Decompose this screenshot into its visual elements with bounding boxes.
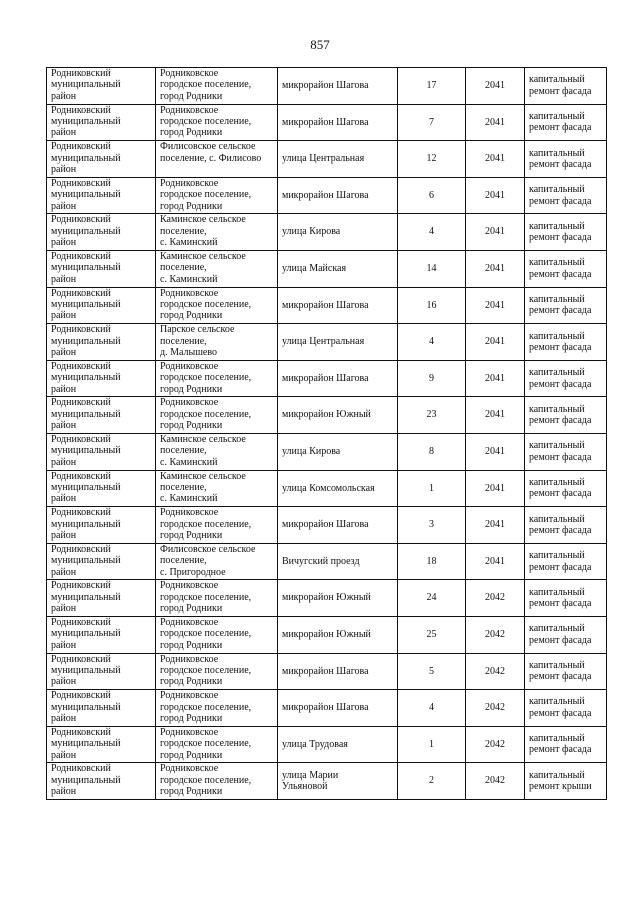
- work-type-cell: [525, 763, 607, 800]
- street-cell-text: улица Кирова: [282, 226, 341, 238]
- year-cell: [466, 433, 525, 470]
- street-cell: [278, 470, 398, 507]
- settlement-cell-text: Родниковское городское поселение, город Родники: [160, 726, 252, 761]
- settlement-cell-text: Филисовское сельское поселение, с. Пригородное: [160, 543, 256, 578]
- year-cell: [466, 580, 525, 617]
- house-number-cell-text: 2: [429, 775, 434, 787]
- street-cell-text: микрорайон Южный: [282, 592, 371, 604]
- year-cell-text: 2042: [485, 775, 505, 787]
- district-cell: [47, 214, 156, 251]
- settlement-cell-text: Родниковское городское поселение, город Родники: [160, 616, 252, 651]
- table-row: [47, 653, 607, 690]
- street-cell-text: улица Трудовая: [282, 738, 348, 750]
- house-number-cell: [398, 507, 466, 544]
- year-cell-text: 2042: [485, 592, 505, 604]
- year-cell: [466, 616, 525, 653]
- district-cell-text: Родниковский муниципальный район: [51, 763, 121, 798]
- district-cell: [47, 616, 156, 653]
- house-number-cell: [398, 397, 466, 434]
- district-cell: [47, 250, 156, 287]
- settlement-cell-text: Филисовское сельское поселение, с. Филисово: [160, 141, 262, 164]
- table-row: [47, 214, 607, 251]
- work-type-cell: [525, 68, 607, 105]
- settlement-cell: [156, 763, 278, 800]
- street-cell-text: Вичугский проезд: [282, 555, 360, 567]
- district-cell-text: Родниковский муниципальный район: [51, 616, 121, 651]
- district-cell-text: Родниковский муниципальный район: [51, 214, 121, 249]
- settlement-cell-text: Родниковское городское поселение, город Родники: [160, 763, 252, 798]
- district-cell-text: Родниковский муниципальный район: [51, 177, 121, 212]
- table-row: [47, 287, 607, 324]
- repair-schedule-table: [46, 67, 607, 800]
- house-number-cell-text: 4: [429, 336, 434, 348]
- year-cell-text: 2042: [485, 629, 505, 640]
- district-cell: [47, 104, 156, 141]
- house-number-cell-text: 3: [429, 519, 434, 531]
- district-cell: [47, 580, 156, 617]
- street-cell: [278, 690, 398, 727]
- district-cell: [47, 690, 156, 727]
- settlement-cell-text: Каминское сельское поселение, с. Каминский: [160, 470, 246, 505]
- house-number-cell: [398, 470, 466, 507]
- year-cell: [466, 324, 525, 361]
- year-cell-text: 2041: [485, 555, 505, 567]
- work-type-cell-text: капитальный ремонт фасада: [529, 733, 592, 756]
- work-type-cell-text: капитальный ремонт фасада: [529, 476, 592, 500]
- district-cell-text: Родниковский муниципальный район: [51, 726, 121, 761]
- work-type-cell: [525, 653, 607, 690]
- year-cell: [466, 104, 525, 141]
- settlement-cell: [156, 397, 278, 434]
- house-number-cell: [398, 287, 466, 324]
- house-number-cell: [398, 580, 466, 617]
- district-cell: [47, 653, 156, 690]
- street-cell: [278, 507, 398, 544]
- house-number-cell: [398, 763, 466, 800]
- street-cell-text: улица Марии Ульяновой: [282, 769, 339, 793]
- house-number-cell: [398, 104, 466, 141]
- house-number-cell-text: 17: [426, 80, 437, 92]
- settlement-cell: [156, 104, 278, 141]
- district-cell-text: Родниковский муниципальный район: [51, 250, 121, 285]
- table-row: [47, 397, 607, 434]
- district-cell-text: Родниковский муниципальный район: [51, 690, 121, 724]
- work-type-cell: [525, 543, 607, 580]
- settlement-cell: [156, 726, 278, 763]
- year-cell-text: 2041: [485, 226, 505, 238]
- settlement-cell: [156, 690, 278, 727]
- year-cell: [466, 287, 525, 324]
- street-cell: [278, 616, 398, 653]
- district-cell: [47, 68, 156, 105]
- house-number-cell-text: 4: [429, 702, 434, 714]
- district-cell: [47, 726, 156, 763]
- table-body: [47, 68, 607, 800]
- house-number-cell-text: 1: [429, 738, 434, 750]
- work-type-cell: [525, 214, 607, 251]
- settlement-cell-text: Парское сельское поселение, д. Малышево: [160, 324, 235, 358]
- work-type-cell: [525, 360, 607, 397]
- street-cell-text: микрорайон Шагова: [282, 702, 369, 714]
- street-cell: [278, 726, 398, 763]
- work-type-cell-text: капитальный ремонт фасада: [529, 110, 592, 134]
- year-cell-text: 2041: [485, 336, 505, 348]
- year-cell-text: 2041: [485, 153, 505, 165]
- house-number-cell-text: 24: [426, 592, 437, 604]
- district-cell-text: Родниковский муниципальный район: [51, 433, 121, 468]
- house-number-cell-text: 6: [429, 189, 434, 201]
- work-type-cell: [525, 324, 607, 361]
- district-cell-text: Родниковский муниципальный район: [51, 104, 121, 139]
- settlement-cell: [156, 324, 278, 361]
- house-number-cell-text: 25: [426, 629, 437, 640]
- year-cell-text: 2041: [485, 263, 505, 275]
- house-number-cell: [398, 543, 466, 580]
- house-number-cell-text: 18: [426, 555, 437, 567]
- settlement-cell: [156, 287, 278, 324]
- table-row: [47, 763, 607, 800]
- work-type-cell: [525, 141, 607, 178]
- district-cell-text: Родниковский муниципальный район: [51, 507, 121, 541]
- street-cell: [278, 763, 398, 800]
- street-cell: [278, 653, 398, 690]
- year-cell: [466, 214, 525, 251]
- work-type-cell: [525, 250, 607, 287]
- district-cell-text: Родниковский муниципальный район: [51, 543, 121, 578]
- work-type-cell: [525, 507, 607, 544]
- table-row: [47, 324, 607, 361]
- street-cell-text: улица Центральная: [282, 336, 365, 348]
- year-cell: [466, 690, 525, 727]
- settlement-cell: [156, 470, 278, 507]
- work-type-cell-text: капитальный ремонт фасада: [529, 550, 592, 573]
- street-cell-text: микрорайон Южный: [282, 409, 371, 421]
- street-cell: [278, 360, 398, 397]
- settlement-cell: [156, 250, 278, 287]
- house-number-cell: [398, 433, 466, 470]
- work-type-cell-text: капитальный ремонт фасада: [529, 257, 592, 280]
- street-cell-text: микрорайон Шагова: [282, 519, 369, 531]
- table-row: [47, 250, 607, 287]
- house-number-cell-text: 1: [429, 482, 434, 494]
- street-cell: [278, 177, 398, 214]
- street-cell: [278, 433, 398, 470]
- work-type-cell-text: капитальный ремонт фасада: [529, 293, 592, 317]
- work-type-cell-text: капитальный ремонт крыши: [529, 769, 592, 793]
- table-row: [47, 507, 607, 544]
- street-cell-text: улица Кирова: [282, 446, 341, 458]
- house-number-cell: [398, 214, 466, 251]
- house-number-cell-text: 4: [429, 226, 434, 238]
- year-cell-text: 2041: [485, 299, 505, 311]
- work-type-cell: [525, 690, 607, 727]
- district-cell: [47, 470, 156, 507]
- settlement-cell-text: Родниковское городское поселение, город Родники: [160, 68, 252, 102]
- street-cell: [278, 141, 398, 178]
- street-cell: [278, 580, 398, 617]
- street-cell-text: улица Комсомольская: [282, 482, 375, 494]
- year-cell-text: 2041: [485, 80, 505, 92]
- district-cell: [47, 177, 156, 214]
- year-cell: [466, 397, 525, 434]
- house-number-cell: [398, 250, 466, 287]
- house-number-cell: [398, 726, 466, 763]
- street-cell-text: микрорайон Шагова: [282, 80, 369, 92]
- year-cell-text: 2041: [485, 446, 505, 458]
- work-type-cell: [525, 433, 607, 470]
- district-cell-text: Родниковский муниципальный район: [51, 360, 121, 395]
- year-cell-text: 2042: [485, 702, 505, 714]
- district-cell-text: Родниковский муниципальный район: [51, 324, 121, 358]
- district-cell: [47, 433, 156, 470]
- house-number-cell: [398, 177, 466, 214]
- settlement-cell: [156, 653, 278, 690]
- street-cell-text: микрорайон Южный: [282, 629, 371, 640]
- work-type-cell-text: капитальный ремонт фасада: [529, 659, 592, 683]
- district-cell-text: Родниковский муниципальный район: [51, 653, 121, 688]
- table-row: [47, 580, 607, 617]
- year-cell: [466, 470, 525, 507]
- street-cell-text: микрорайон Шагова: [282, 189, 369, 201]
- settlement-cell-text: Родниковское городское поселение, город Родники: [160, 397, 252, 432]
- settlement-cell: [156, 214, 278, 251]
- street-cell: [278, 543, 398, 580]
- street-cell-text: микрорайон Шагова: [282, 665, 369, 677]
- settlement-cell: [156, 177, 278, 214]
- district-cell: [47, 287, 156, 324]
- house-number-cell: [398, 690, 466, 727]
- settlement-cell-text: Родниковское городское поселение, город Родники: [160, 177, 252, 212]
- work-type-cell-text: капитальный ремонт фасада: [529, 74, 592, 97]
- year-cell: [466, 141, 525, 178]
- street-cell-text: улица Центральная: [282, 153, 365, 165]
- work-type-cell: [525, 177, 607, 214]
- house-number-cell-text: 8: [429, 446, 434, 458]
- year-cell: [466, 763, 525, 800]
- work-type-cell-text: капитальный ремонт фасада: [529, 586, 592, 610]
- street-cell: [278, 68, 398, 105]
- table-row: [47, 104, 607, 141]
- settlement-cell-text: Родниковское городское поселение, город Родники: [160, 104, 252, 139]
- settlement-cell: [156, 433, 278, 470]
- work-type-cell-text: капитальный ремонт фасада: [529, 440, 592, 463]
- street-cell-text: микрорайон Шагова: [282, 116, 369, 128]
- table-row: [47, 690, 607, 727]
- street-cell: [278, 287, 398, 324]
- district-cell-text: Родниковский муниципальный район: [51, 68, 121, 102]
- street-cell: [278, 214, 398, 251]
- house-number-cell-text: 9: [429, 372, 434, 384]
- year-cell: [466, 68, 525, 105]
- settlement-cell-text: Родниковское городское поселение, город Родники: [160, 360, 252, 395]
- page-number: 857: [310, 37, 330, 52]
- house-number-cell: [398, 360, 466, 397]
- work-type-cell: [525, 287, 607, 324]
- work-type-cell: [525, 104, 607, 141]
- house-number-cell: [398, 141, 466, 178]
- district-cell: [47, 141, 156, 178]
- year-cell-text: 2041: [485, 372, 505, 384]
- settlement-cell-text: Родниковское городское поселение, город Родники: [160, 507, 252, 541]
- table-row: [47, 68, 607, 105]
- year-cell-text: 2041: [485, 116, 505, 128]
- year-cell: [466, 653, 525, 690]
- work-type-cell-text: капитальный ремонт фасада: [529, 696, 592, 719]
- district-cell: [47, 763, 156, 800]
- year-cell: [466, 507, 525, 544]
- district-cell-text: Родниковский муниципальный район: [51, 287, 121, 322]
- table-row: [47, 141, 607, 178]
- work-type-cell-text: капитальный ремонт фасада: [529, 513, 592, 536]
- house-number-cell-text: 14: [426, 263, 437, 275]
- year-cell-text: 2041: [485, 519, 505, 531]
- settlement-cell: [156, 360, 278, 397]
- street-cell: [278, 397, 398, 434]
- table-row: [47, 177, 607, 214]
- year-cell: [466, 250, 525, 287]
- settlement-cell-text: Родниковское городское поселение, город Родники: [160, 287, 252, 322]
- house-number-cell-text: 23: [426, 409, 437, 421]
- settlement-cell: [156, 141, 278, 178]
- year-cell-text: 2041: [485, 482, 505, 494]
- settlement-cell-text: Каминское сельское поселение, с. Каминский: [160, 214, 246, 249]
- work-type-cell-text: капитальный ремонт фасада: [529, 147, 592, 170]
- settlement-cell-text: Родниковское городское поселение, город Родники: [160, 653, 252, 688]
- street-cell-text: микрорайон Шагова: [282, 299, 369, 311]
- work-type-cell-text: капитальный ремонт фасада: [529, 220, 592, 244]
- settlement-cell-text: Каминское сельское поселение, с. Каминский: [160, 433, 246, 468]
- district-cell-text: Родниковский муниципальный район: [51, 470, 121, 505]
- work-type-cell-text: капитальный ремонт фасада: [529, 403, 592, 427]
- district-cell-text: Родниковский муниципальный район: [51, 580, 121, 615]
- district-cell-text: Родниковский муниципальный район: [51, 141, 121, 175]
- street-cell-text: микрорайон Шагова: [282, 372, 369, 384]
- year-cell-text: 2041: [485, 189, 505, 201]
- work-type-cell: [525, 397, 607, 434]
- work-type-cell-text: капитальный ремонт фасада: [529, 367, 592, 390]
- house-number-cell: [398, 616, 466, 653]
- settlement-cell: [156, 507, 278, 544]
- street-cell: [278, 104, 398, 141]
- street-cell: [278, 324, 398, 361]
- table-row: [47, 726, 607, 763]
- work-type-cell-text: капитальный ремонт фасада: [529, 184, 592, 207]
- house-number-cell-text: 7: [429, 116, 434, 128]
- street-cell: [278, 250, 398, 287]
- district-cell: [47, 397, 156, 434]
- settlement-cell: [156, 580, 278, 617]
- settlement-cell-text: Каминское сельское поселение, с. Каминский: [160, 250, 246, 285]
- settlement-cell: [156, 616, 278, 653]
- year-cell: [466, 726, 525, 763]
- work-type-cell: [525, 580, 607, 617]
- house-number-cell-text: 16: [426, 299, 437, 311]
- district-cell: [47, 360, 156, 397]
- house-number-cell-text: 5: [429, 665, 434, 677]
- settlement-cell: [156, 68, 278, 105]
- street-cell-text: улица Майская: [282, 263, 347, 275]
- year-cell-text: 2042: [485, 665, 505, 677]
- settlement-cell-text: Родниковское городское поселение, город Родники: [160, 580, 252, 615]
- year-cell: [466, 543, 525, 580]
- table-row: [47, 360, 607, 397]
- year-cell-text: 2042: [485, 738, 505, 750]
- settlement-cell-text: Родниковское городское поселение, город Родники: [160, 690, 252, 724]
- district-cell: [47, 543, 156, 580]
- year-cell: [466, 360, 525, 397]
- year-cell: [466, 177, 525, 214]
- house-number-cell: [398, 324, 466, 361]
- work-type-cell: [525, 616, 607, 653]
- house-number-cell: [398, 68, 466, 105]
- work-type-cell: [525, 726, 607, 763]
- work-type-cell: [525, 470, 607, 507]
- year-cell-text: 2041: [485, 409, 505, 421]
- district-cell-text: Родниковский муниципальный район: [51, 397, 121, 432]
- work-type-cell-text: капитальный ремонт фасада: [529, 330, 592, 353]
- table-row: [47, 433, 607, 470]
- work-type-cell-text: капитальный ремонт фасада: [529, 623, 592, 646]
- table-row: [47, 616, 607, 653]
- settlement-cell: [156, 543, 278, 580]
- house-number-cell: [398, 653, 466, 690]
- district-cell: [47, 324, 156, 361]
- table-row: [47, 543, 607, 580]
- house-number-cell-text: 12: [426, 153, 437, 165]
- table-row: [47, 470, 607, 507]
- district-cell: [47, 507, 156, 544]
